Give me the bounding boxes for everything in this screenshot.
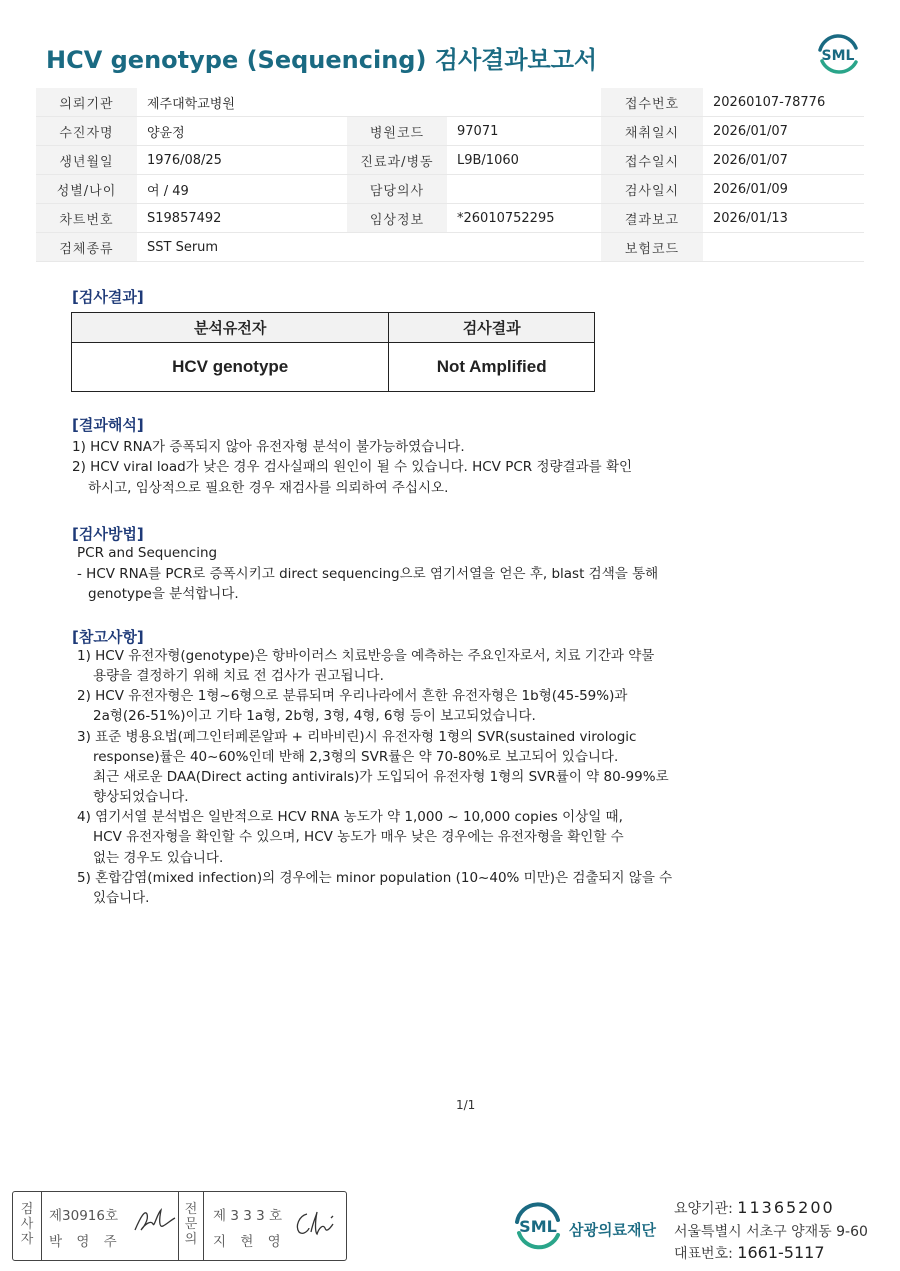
info-value: S19857492 (137, 204, 347, 233)
sml-foundation-logo-icon (512, 1200, 564, 1252)
interpretation-line: 하시고, 임상적으로 필요한 경우 재검사를 의뢰하여 주십시오. (88, 480, 449, 496)
info-value (703, 233, 864, 262)
info-label: 생년월일 (36, 146, 137, 175)
info-label: 담당의사 (347, 175, 447, 204)
info-label (347, 88, 447, 117)
notes-line: 용량을 결정하기 위해 치료 전 검사가 권고됩니다. (93, 668, 384, 684)
method-line: genotype을 분석합니다. (88, 586, 239, 602)
info-row (36, 204, 864, 233)
info-value: 여 / 49 (137, 175, 347, 204)
info-value: 20260107-78776 (703, 88, 864, 117)
notes-line: 없는 경우도 있습니다. (93, 850, 224, 866)
info-value: 양윤정 (137, 117, 347, 146)
info-label: 검체종류 (36, 233, 137, 262)
notes-line: 5) 혼합감염(mixed infection)의 경우에는 minor population (10~40% 미만)은 검출되지 않을 수 (77, 870, 673, 886)
phone (674, 1243, 825, 1263)
info-row (36, 233, 864, 262)
examiner-label (20, 1202, 34, 1247)
info-label: 보험코드 (601, 233, 703, 262)
method-line: - HCV RNA를 PCR로 증폭시키고 direct sequencing으로 염기서열을 얻은 후, blast 검색을 통해 (77, 566, 659, 582)
result-section-title: [검사결과] (72, 288, 144, 306)
footer-logo-text: SML (519, 1217, 557, 1236)
notes-line: 3) 표준 병용요법(페그인터페론알파 + 리바비린)시 유전자형 1형의 SVR(sustained virologic (77, 729, 637, 745)
examiner-name: 박 영 주 (49, 1234, 122, 1250)
info-value (447, 233, 601, 262)
info-value: *26010752295 (447, 204, 601, 233)
info-value: 제주대학교병원 (137, 88, 347, 117)
specialist-label (184, 1202, 198, 1247)
info-value: 2026/01/07 (703, 146, 864, 175)
info-label: 수진자명 (36, 117, 137, 146)
info-label: 차트번호 (36, 204, 137, 233)
info-value: SST Serum (137, 233, 347, 262)
info-label (347, 233, 447, 262)
vertical-label-char: 자 (20, 1232, 34, 1247)
signature-box (12, 1191, 347, 1261)
institution-code (674, 1198, 835, 1218)
interpretation-line: 1) HCV RNA가 증폭되지 않아 유전자형 분석이 불가능하였습니다. (72, 439, 465, 455)
info-label: 임상정보 (347, 204, 447, 233)
sml-logo-icon (814, 30, 862, 78)
info-label: 성별/나이 (36, 175, 137, 204)
examiner-signature-icon (131, 1206, 177, 1236)
interpretation-section-title: [결과해석] (72, 416, 144, 434)
info-row (36, 88, 864, 117)
info-value: 2026/01/13 (703, 204, 864, 233)
phone-value: 1661-5117 (737, 1243, 825, 1262)
specialist-name: 지 현 영 (213, 1234, 286, 1250)
specialist-license-no: 제 3 3 3 호 (213, 1208, 283, 1224)
info-label: 채취일시 (601, 117, 703, 146)
result-col1-header: 분석유전자 (72, 313, 389, 343)
info-row (36, 117, 864, 146)
info-value: 97071 (447, 117, 601, 146)
info-label: 의뢰기관 (36, 88, 137, 117)
notes-line: 향상되었습니다. (93, 789, 189, 805)
signature-label-cell (13, 1192, 42, 1260)
info-label: 병원코드 (347, 117, 447, 146)
institution-code-label: 요양기관: (674, 1201, 733, 1217)
vertical-label-char: 사 (20, 1217, 34, 1232)
vertical-label-char: 문 (184, 1217, 198, 1232)
info-row (36, 175, 864, 204)
info-label: 접수번호 (601, 88, 703, 117)
result-col2-header: 검사결과 (389, 313, 595, 343)
result-gene: HCV genotype (72, 343, 389, 392)
notes-line: 1) HCV 유전자형(genotype)은 항바이러스 치료반응을 예측하는 주요인자로서, 치료 기간과 약물 (77, 648, 655, 664)
notes-line: 2a형(26-51%)이고 기타 1a형, 2b형, 3형, 4형, 6형 등이 보고되었습니다. (93, 708, 536, 724)
examiner-license-no: 제30916호 (49, 1208, 119, 1224)
report-title: HCV genotype (Sequencing) 검사결과보고서 (46, 46, 598, 74)
info-value: L9B/1060 (447, 146, 601, 175)
method-section-title: [검사방법] (72, 525, 144, 543)
info-label: 검사일시 (601, 175, 703, 204)
info-label: 진료과/병동 (347, 146, 447, 175)
vertical-label-char: 의 (184, 1232, 198, 1247)
notes-section-title: [참고사항] (72, 628, 144, 646)
info-value (447, 88, 601, 117)
notes-line: 2) HCV 유전자형은 1형~6형으로 분류되며 우리나라에서 흔한 유전자형은 1b형(45-59%)과 (77, 688, 628, 704)
result-table (71, 312, 595, 392)
info-value: 1976/08/25 (137, 146, 347, 175)
patient-info-table (36, 88, 864, 262)
info-row (36, 146, 864, 175)
notes-line: response)률은 40~60%인데 반해 2,3형의 SVR률은 약 70-80%로 보고되어 있습니다. (93, 749, 619, 765)
notes-line: HCV 유전자형을 확인할 수 있으며, HCV 농도가 매우 낮은 경우에는 유전자형을 확인할 수 (93, 829, 624, 845)
organization-name: 삼광의료재단 (569, 1221, 656, 1239)
info-value: 2026/01/09 (703, 175, 864, 204)
institution-code-value: 11365200 (737, 1198, 835, 1217)
notes-line: 4) 염기서열 분석법은 일반적으로 HCV RNA 농도가 약 1,000 ~ 10,000 copies 이상일 때, (77, 809, 623, 825)
info-label: 결과보고 (601, 204, 703, 233)
method-line: PCR and Sequencing (77, 545, 218, 561)
phone-label: 대표번호: (674, 1246, 733, 1262)
interpretation-line: 2) HCV viral load가 낮은 경우 검사실패의 원인이 될 수 있습니다. HCV PCR 정량결과를 확인 (72, 459, 633, 475)
info-label: 접수일시 (601, 146, 703, 175)
page-number: 1/1 (456, 1098, 476, 1112)
info-value (447, 175, 601, 204)
logo-text: SML (821, 48, 855, 64)
vertical-label-char: 검 (20, 1202, 34, 1217)
vertical-label-char: 전 (184, 1202, 198, 1217)
signature-label-cell (178, 1192, 204, 1260)
address: 서울특별시 서초구 양재동 9-60 (674, 1224, 868, 1240)
notes-line: 있습니다. (93, 890, 150, 906)
specialist-signature-icon (291, 1208, 339, 1238)
result-value: Not Amplified (389, 343, 595, 392)
notes-line: 최근 새로운 DAA(Direct acting antivirals)가 도입되어 유전자형 1형의 SVR률이 약 80-99%로 (93, 769, 669, 785)
info-value: 2026/01/07 (703, 117, 864, 146)
